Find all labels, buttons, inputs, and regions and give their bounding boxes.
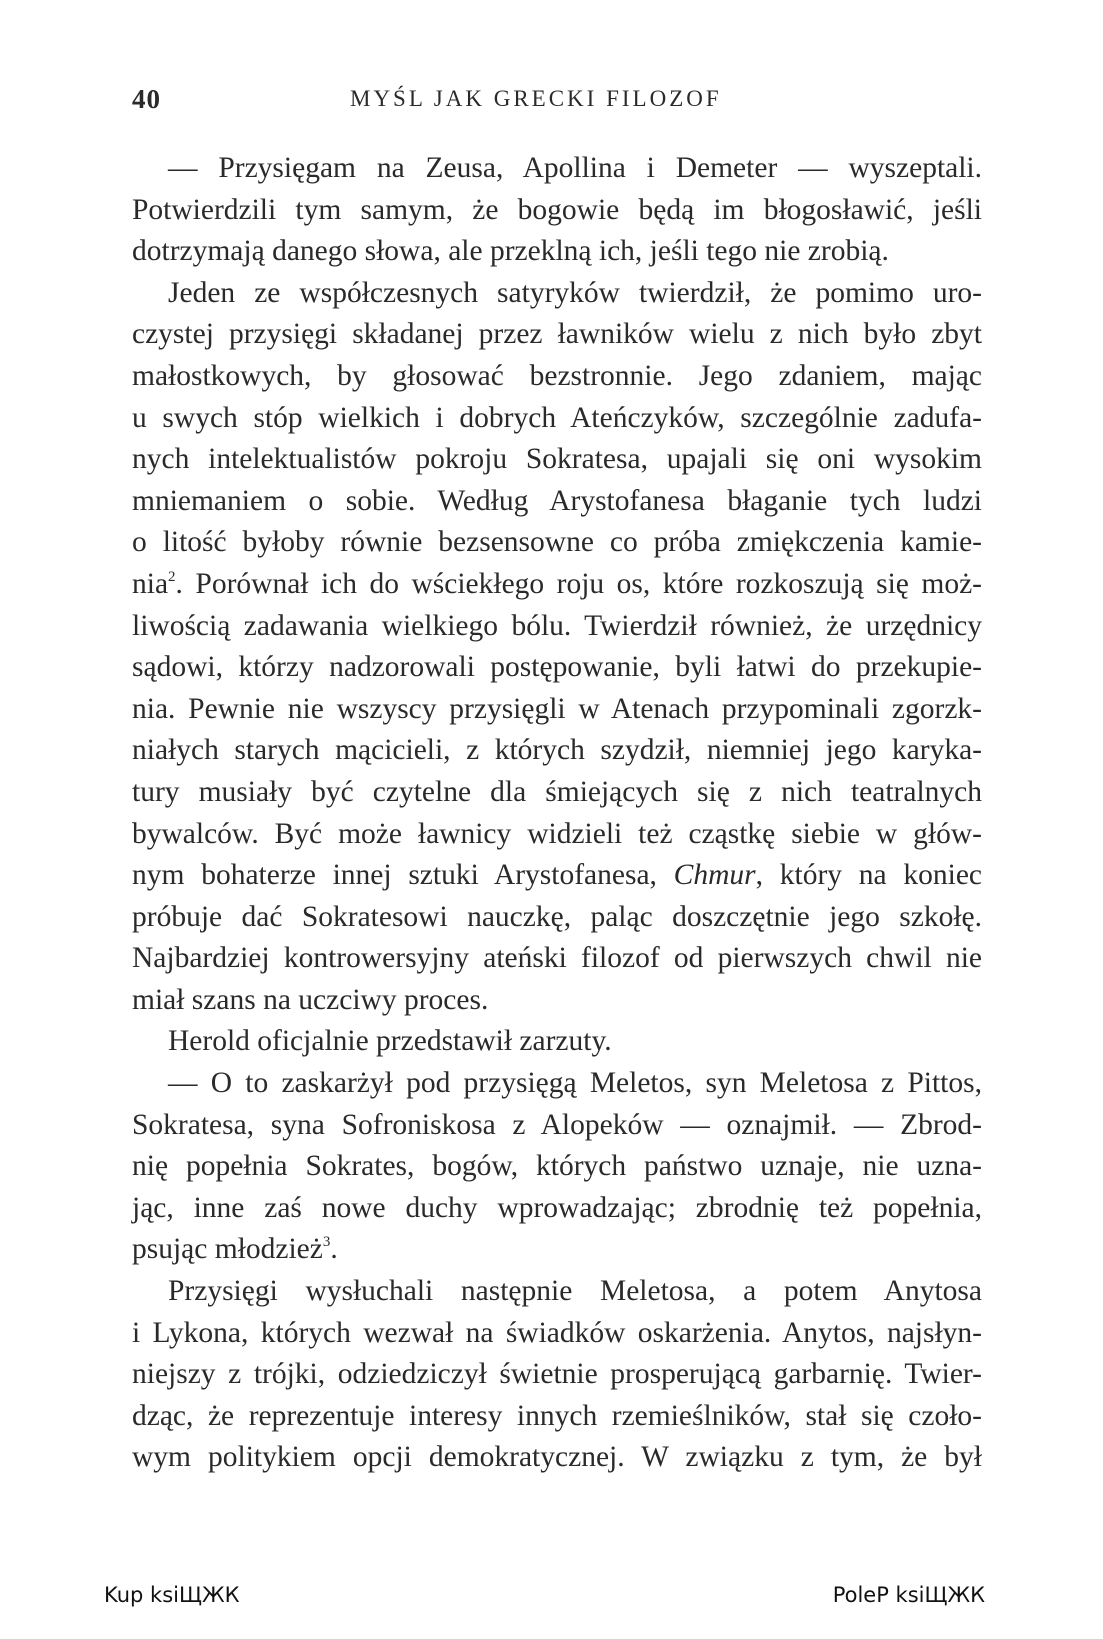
text-line-content: niejszy z trójki, odziedziczył świetnie prosperującą garbarnię. Twier- <box>132 1358 982 1391</box>
text-line-content: bywalców. Być może ławnicy widzieli też cząstkę siebie w głów- <box>132 817 982 850</box>
text-line-content: — Przysięgam na Zeusa, Apollina i Demeter — wyszeptali. <box>168 152 982 184</box>
text-line <box>132 689 982 731</box>
text-line-continuation: . <box>330 1233 338 1266</box>
text-line <box>132 190 982 232</box>
text-line <box>132 606 982 648</box>
text-line-content: małostkowych, by głosować bezstronnie. Jego zdaniem, mając <box>132 359 982 392</box>
text-line-content: o litość byłoby równie bezsensowne co próba zmiękczenia kamie- <box>132 526 982 559</box>
text-line-content: Potwierdzili tym samym, że bogowie będą im błogosławić, jeśli <box>132 193 982 226</box>
text-line-content: miał szans na uczciwy proces. <box>132 983 489 1016</box>
text-line-content: próbuje dać Sokratesowi nauczkę, paląc doszczętnie jego szkołę. <box>132 900 982 933</box>
text-line <box>132 1188 982 1230</box>
text-line <box>132 1146 982 1188</box>
text-line <box>132 980 982 1022</box>
text-line-continuation: , który na koniec <box>755 859 983 892</box>
text-line <box>132 439 982 481</box>
body-text <box>132 148 982 1479</box>
running-head <box>0 84 1103 124</box>
text-line-content: dotrzymają danego słowa, ale przeklną ich, jeśli tego nie zrobią. <box>132 235 889 268</box>
text-line-content: nia. Pewnie nie wszyscy przysięgli w Atenach przypominali zgorzk- <box>132 692 982 725</box>
text-line-content: i Lykona, których wezwał na świadków oskarżenia. Anytos, najsłyn- <box>132 1316 982 1349</box>
text-line <box>132 814 982 856</box>
text-line-content: mniemaniem o sobie. Według Arystofanesa błaganie tych ludzi <box>132 484 982 517</box>
text-line <box>132 1063 982 1105</box>
text-line <box>132 398 982 440</box>
text-line-content: czystej przysięgi składanej przez ławników wielu z nich było zbyt <box>132 318 982 351</box>
text-line <box>132 1396 982 1438</box>
text-line-content: Najbardziej kontrowersyjny ateński filozof od pierwszych chwil nie <box>132 942 982 975</box>
text-line-content: — O to zaskarżył pod przysięgą Meletos, syn Meletosa z Pittos, <box>168 1067 982 1100</box>
text-line <box>132 1313 982 1355</box>
text-line-content: nych intelektualistów pokroju Sokratesa, upajali się oni wysokim <box>132 443 982 476</box>
text-line <box>132 481 982 523</box>
text-line-content: Jeden ze współczesnych satyryków twierdził, że pomimo uro- <box>168 276 982 309</box>
text-line <box>132 1021 982 1063</box>
text-line-content: Przysięgi wysłuchali następnie Meletosa, a potem Anytosa <box>168 1275 982 1308</box>
recommend-book-link[interactable]: PoleР ksiЩЖК <box>832 1583 985 1607</box>
text-line-content: jąc, inne zaś nowe duchy wprowadzając; zbrodnię też popełnia, <box>132 1191 982 1224</box>
text-line <box>132 730 982 772</box>
text-line <box>132 231 982 273</box>
text-line <box>132 1229 982 1271</box>
text-line-content: sądowi, którzy nadzorowali postępowanie, byli łatwi do przekupie- <box>132 651 982 684</box>
text-line-content: nia <box>132 567 169 600</box>
text-line <box>132 1354 982 1396</box>
text-line <box>132 273 982 315</box>
text-line-content: nym bohaterze innej sztuki Arystofanesa, <box>132 859 674 892</box>
buy-book-link[interactable]: Kup ksiЩЖК <box>104 1583 240 1607</box>
text-line <box>132 356 982 398</box>
book-title: MYŚL JAK GRECKI FILOZOF <box>350 86 722 111</box>
text-line <box>132 522 982 564</box>
text-line-content: Sokratesa, syna Sofroniskosa z Alopeków — oznajmił. — Zbrod- <box>132 1108 982 1141</box>
text-line-content: tury musiały być czytelne dla śmiejących się z nich teatralnych <box>132 775 982 808</box>
text-line <box>132 897 982 939</box>
text-line <box>132 314 982 356</box>
italic-title: Chmur <box>673 859 756 892</box>
text-line-continuation: . Porównał ich do wściekłego roju os, które rozkoszują się moż- <box>175 567 982 600</box>
text-line-content: liwością zadawania wielkiego bólu. Twierdził również, że urzędnicy <box>132 609 982 642</box>
text-line-content: dząc, że reprezentuje interesy innych rzemieślników, stał się czoło- <box>132 1399 982 1432</box>
text-line <box>132 772 982 814</box>
footnote-marker: 3 <box>322 1234 331 1251</box>
text-line-content: wym politykiem opcji demokratycznej. W związku z tym, że był <box>132 1441 982 1474</box>
page-number: 40 <box>132 84 161 114</box>
footnote-marker: 2 <box>168 568 176 585</box>
text-line <box>132 1437 982 1479</box>
text-line <box>132 938 982 980</box>
text-line-content: niałych starych mącicieli, z których szydził, niemniej jego karyka- <box>132 734 982 767</box>
text-line <box>132 148 982 190</box>
text-line <box>132 855 982 897</box>
text-line <box>132 647 982 689</box>
text-line-content: nię popełnia Sokrates, bogów, których państwo uznaje, nie uzna- <box>132 1150 982 1183</box>
text-line <box>132 1271 982 1313</box>
text-line <box>132 1105 982 1147</box>
text-line-content: psując młodzież <box>132 1233 323 1266</box>
text-line-content: Herold oficjalnie przedstawił zarzuty. <box>168 1025 612 1058</box>
text-line-content: u swych stóp wielkich i dobrych Ateńczyków, szczególnie zadufa- <box>132 401 982 434</box>
text-line <box>132 564 982 606</box>
